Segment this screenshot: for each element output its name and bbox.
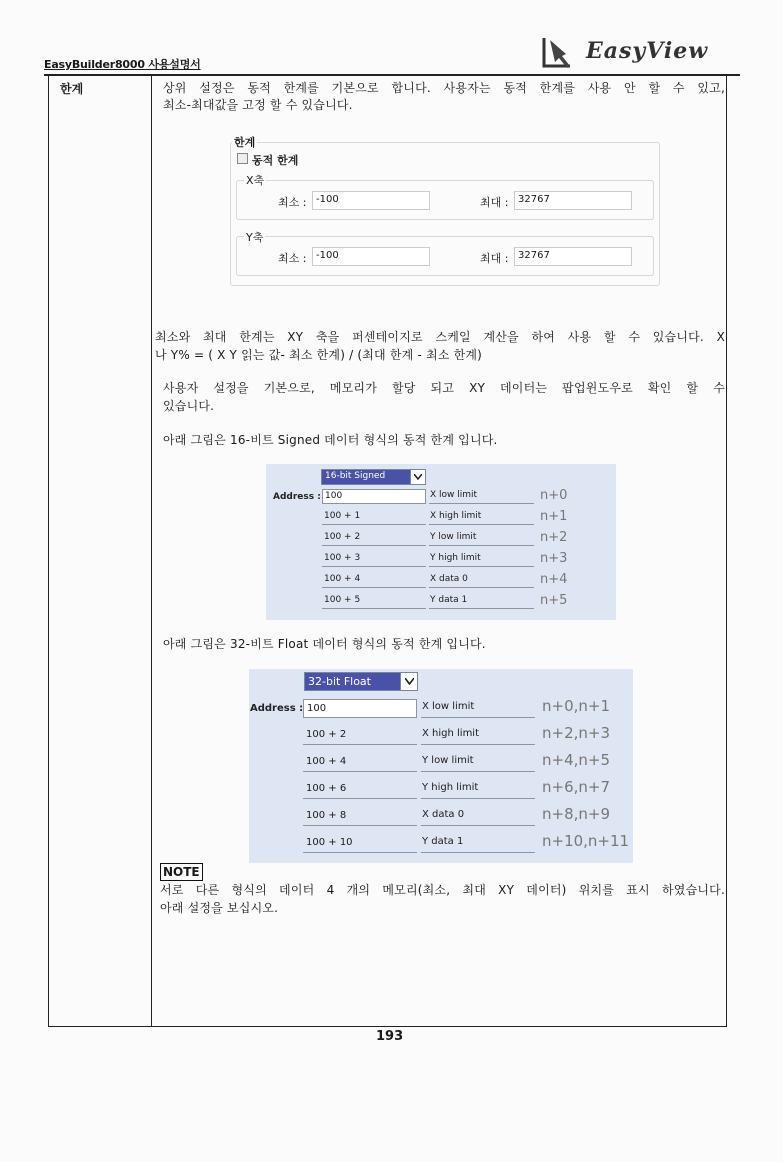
offset-label-16: n+5	[540, 593, 568, 608]
field-label-16: Y high limit	[429, 552, 534, 567]
address-cell-32: 100 + 4	[303, 753, 417, 772]
note-line-1: 서로 다른 형식의 데이터 4 개의 메모리(최소, 최대 XY 데이터) 위치를 표시 하였습니다.	[160, 883, 725, 897]
y-axis-title: Y축	[246, 231, 264, 244]
field-label-32: X high limit	[421, 726, 535, 745]
chevron-down-icon[interactable]	[400, 673, 417, 690]
note-badge: NOTE	[160, 863, 203, 881]
offset-label-32: n+4,n+5	[542, 751, 611, 769]
y-min-input[interactable]: -100	[312, 247, 430, 266]
address-input-32[interactable]: 100	[303, 699, 417, 718]
scale-line-2: 나 Y% = ( X Y 읽는 값- 최소 한계) / (최대 한계 - 최소 한계)	[155, 348, 483, 362]
panel-32bit-float	[249, 669, 633, 863]
user-line-2: 있습니다.	[163, 399, 215, 413]
x-max-input[interactable]: 32767	[514, 191, 632, 210]
field-label-16: Y low limit	[429, 531, 534, 546]
intro-line-2: 최소-최대값을 고정 할 수 있습니다.	[163, 98, 353, 112]
logo-hand-icon	[540, 32, 586, 72]
field-label-32: Y high limit	[421, 780, 535, 799]
caption-16bit: 아래 그림은 16-비트 Signed 데이터 형식의 동적 한계 입니다.	[163, 433, 498, 447]
field-label-16: X high limit	[429, 510, 534, 525]
offset-label-16: n+1	[540, 509, 568, 524]
address-cell-16: 100 + 1	[322, 510, 426, 525]
format-select-32[interactable]	[304, 672, 418, 691]
address-cell-16: 100 + 4	[322, 573, 426, 588]
caption-32bit: 아래 그림은 32-비트 Float 데이터 형식의 동적 한계 입니다.	[163, 637, 486, 651]
y-min-label: 최소 :	[278, 252, 307, 265]
column-divider	[151, 76, 152, 1027]
page-number: 193	[376, 1029, 404, 1044]
user-line-1: 사용자 설정을 기본으로, 메모리가 할당 되고 XY 데이터는 팝업윈도우로 확인 할 수	[163, 381, 725, 395]
chevron-down-icon[interactable]	[410, 470, 425, 484]
address-cell-32: 100 + 8	[303, 807, 417, 826]
x-max-label: 최대 :	[480, 196, 509, 209]
offset-label-16: n+3	[540, 551, 568, 566]
address-cell-32: 100 + 10	[303, 834, 417, 853]
offset-label-16: n+2	[540, 530, 568, 545]
address-label-16: Address :	[273, 492, 321, 502]
offset-label-16: n+0	[540, 488, 568, 503]
logo-text: EasyView	[586, 38, 709, 64]
offset-label-32: n+2,n+3	[542, 724, 611, 742]
format-select-16[interactable]	[321, 469, 426, 485]
panel-16bit-signed	[266, 464, 616, 620]
scale-line-1: 최소와 최대 한계는 XY 축을 퍼센테이지로 스케일 계산을 하여 사용 할 수 있습니다. X	[155, 330, 725, 344]
y-max-label: 최대 :	[480, 252, 509, 265]
field-label-16: X low limit	[429, 489, 534, 504]
easyview-logo	[540, 30, 730, 74]
address-cell-32: 100 + 6	[303, 780, 417, 799]
format-select-16-value: 16-bit Signed	[322, 470, 410, 484]
x-min-input[interactable]: -100	[312, 191, 430, 210]
offset-label-32: n+10,n+11	[542, 832, 630, 850]
address-input-16[interactable]: 100	[322, 489, 426, 504]
y-max-input[interactable]: 32767	[514, 247, 632, 266]
address-cell-16: 100 + 2	[322, 531, 426, 546]
offset-label-16: n+4	[540, 572, 568, 587]
note-line-2: 아래 설정을 보십시오.	[160, 901, 279, 915]
format-select-32-value: 32-bit Float	[305, 673, 400, 690]
intro-line-1: 상위 설정은 동적 한계를 기본으로 합니다. 사용자는 동적 한계를 사용 안 할 수 있고,	[163, 81, 725, 95]
offset-label-32: n+8,n+9	[542, 805, 611, 823]
field-label-16: Y data 1	[429, 594, 534, 609]
address-cell-16: 100 + 5	[322, 594, 426, 609]
address-label-32: Address :	[250, 703, 304, 714]
dynamic-limit-label: 동적 한계	[252, 154, 299, 167]
field-label-32: Y low limit	[421, 753, 535, 772]
limit-dialog	[228, 132, 662, 288]
field-label-32: Y data 1	[421, 834, 535, 853]
field-label-32: X data 0	[421, 807, 535, 826]
address-cell-32: 100 + 2	[303, 726, 417, 745]
offset-label-32: n+0,n+1	[542, 697, 611, 715]
document-title: EasyBuilder8000 사용설명서	[44, 58, 201, 71]
field-label-32: X low limit	[421, 699, 535, 718]
section-label: 한계	[60, 82, 84, 96]
offset-label-32: n+6,n+7	[542, 778, 611, 796]
address-cell-16: 100 + 3	[322, 552, 426, 567]
x-axis-title: X축	[246, 174, 265, 187]
x-min-label: 최소 :	[278, 196, 307, 209]
dynamic-limit-checkbox[interactable]	[237, 153, 248, 164]
limit-group-title: 한계	[234, 136, 256, 149]
field-label-16: X data 0	[429, 573, 534, 588]
